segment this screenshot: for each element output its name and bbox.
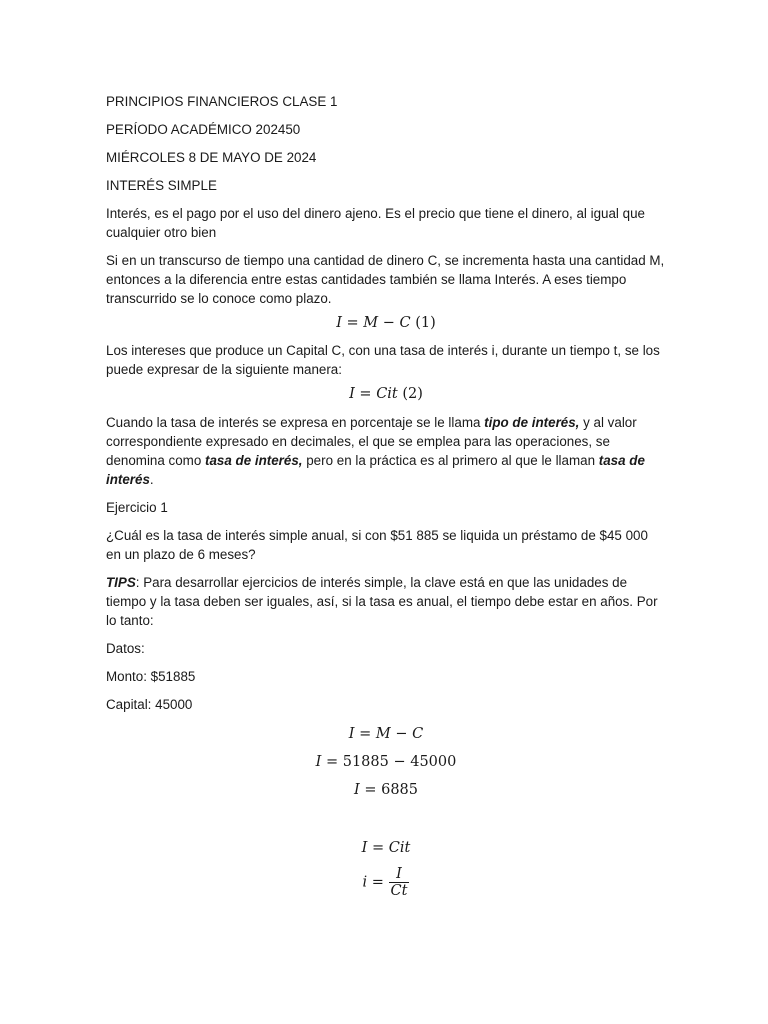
tips-paragraph: TIPS: Para desarrollar ejercicios de interés simple, la clave está en que las unidades de tiempo y la tasa deben ser iguales, así, si la tasa es anual, el tiempo debe estar en años. Por lo tanto:	[106, 575, 658, 628]
capital-value: Capital: 45000	[106, 697, 193, 712]
interest-definition: Interés, es el pago por el uso del dinero ajeno. Es el precio que tiene el dinero, al igual que cualquier otro bien	[106, 206, 645, 240]
calc-line-4: I = Cit	[361, 840, 411, 856]
rate-paragraph: Cuando la tasa de interés se expresa en porcentaje se le llama tipo de interés, y al valor correspondiente expresado en decimales, el que se emplea para las operaciones, se denomina como tasa de interés, pero en la práctica es al primero al que le llaman tasa de interés.	[106, 415, 645, 487]
fraction	[389, 866, 410, 899]
formula-2: I = Cit (2)	[349, 386, 423, 402]
calc-line-1: I = M − C	[348, 726, 424, 742]
exercise-question: ¿Cuál es la tasa de interés simple anual, si con $51 885 se liquida un préstamo de $45 000 en un plazo de 6 meses?	[106, 528, 648, 562]
topic-title: INTERÉS SIMPLE	[106, 178, 217, 193]
academic-period: PERÍODO ACADÉMICO 202450	[106, 122, 301, 137]
calc-line-2: I = 51885 − 45000	[315, 754, 457, 770]
fraction-denominator: Ct	[390, 883, 408, 899]
calc-line-5: i = $\frac{I}{Ct}$	[362, 866, 408, 899]
interest-explanation: Si en un transcurso de tiempo una cantidad de dinero C, se incrementa hasta una cantidad M, entonces a la diferencia entre estas cantidades también se llama Interés. A eses tiempo transcurrido se lo conoce como plazo.	[106, 253, 665, 306]
interest-intro: Los intereses que produce un Capital C, con una tasa de interés i, durante un tiempo t, se los puede expresar de la siguiente manera:	[106, 343, 660, 377]
class-date: MIÉRCOLES 8 DE MAYO DE 2024	[106, 150, 317, 165]
calc-line-3: I = 6885	[353, 782, 418, 798]
data-label: Datos:	[106, 641, 145, 656]
exercise-title: Ejercicio 1	[106, 500, 168, 515]
course-title: PRINCIPIOS FINANCIEROS CLASE 1	[106, 94, 338, 109]
monto-value: Monto: $51885	[106, 669, 196, 684]
fraction-numerator: I	[396, 866, 402, 882]
formula-1: I = M − C (1)	[336, 315, 436, 331]
document-body	[106, 92, 666, 899]
